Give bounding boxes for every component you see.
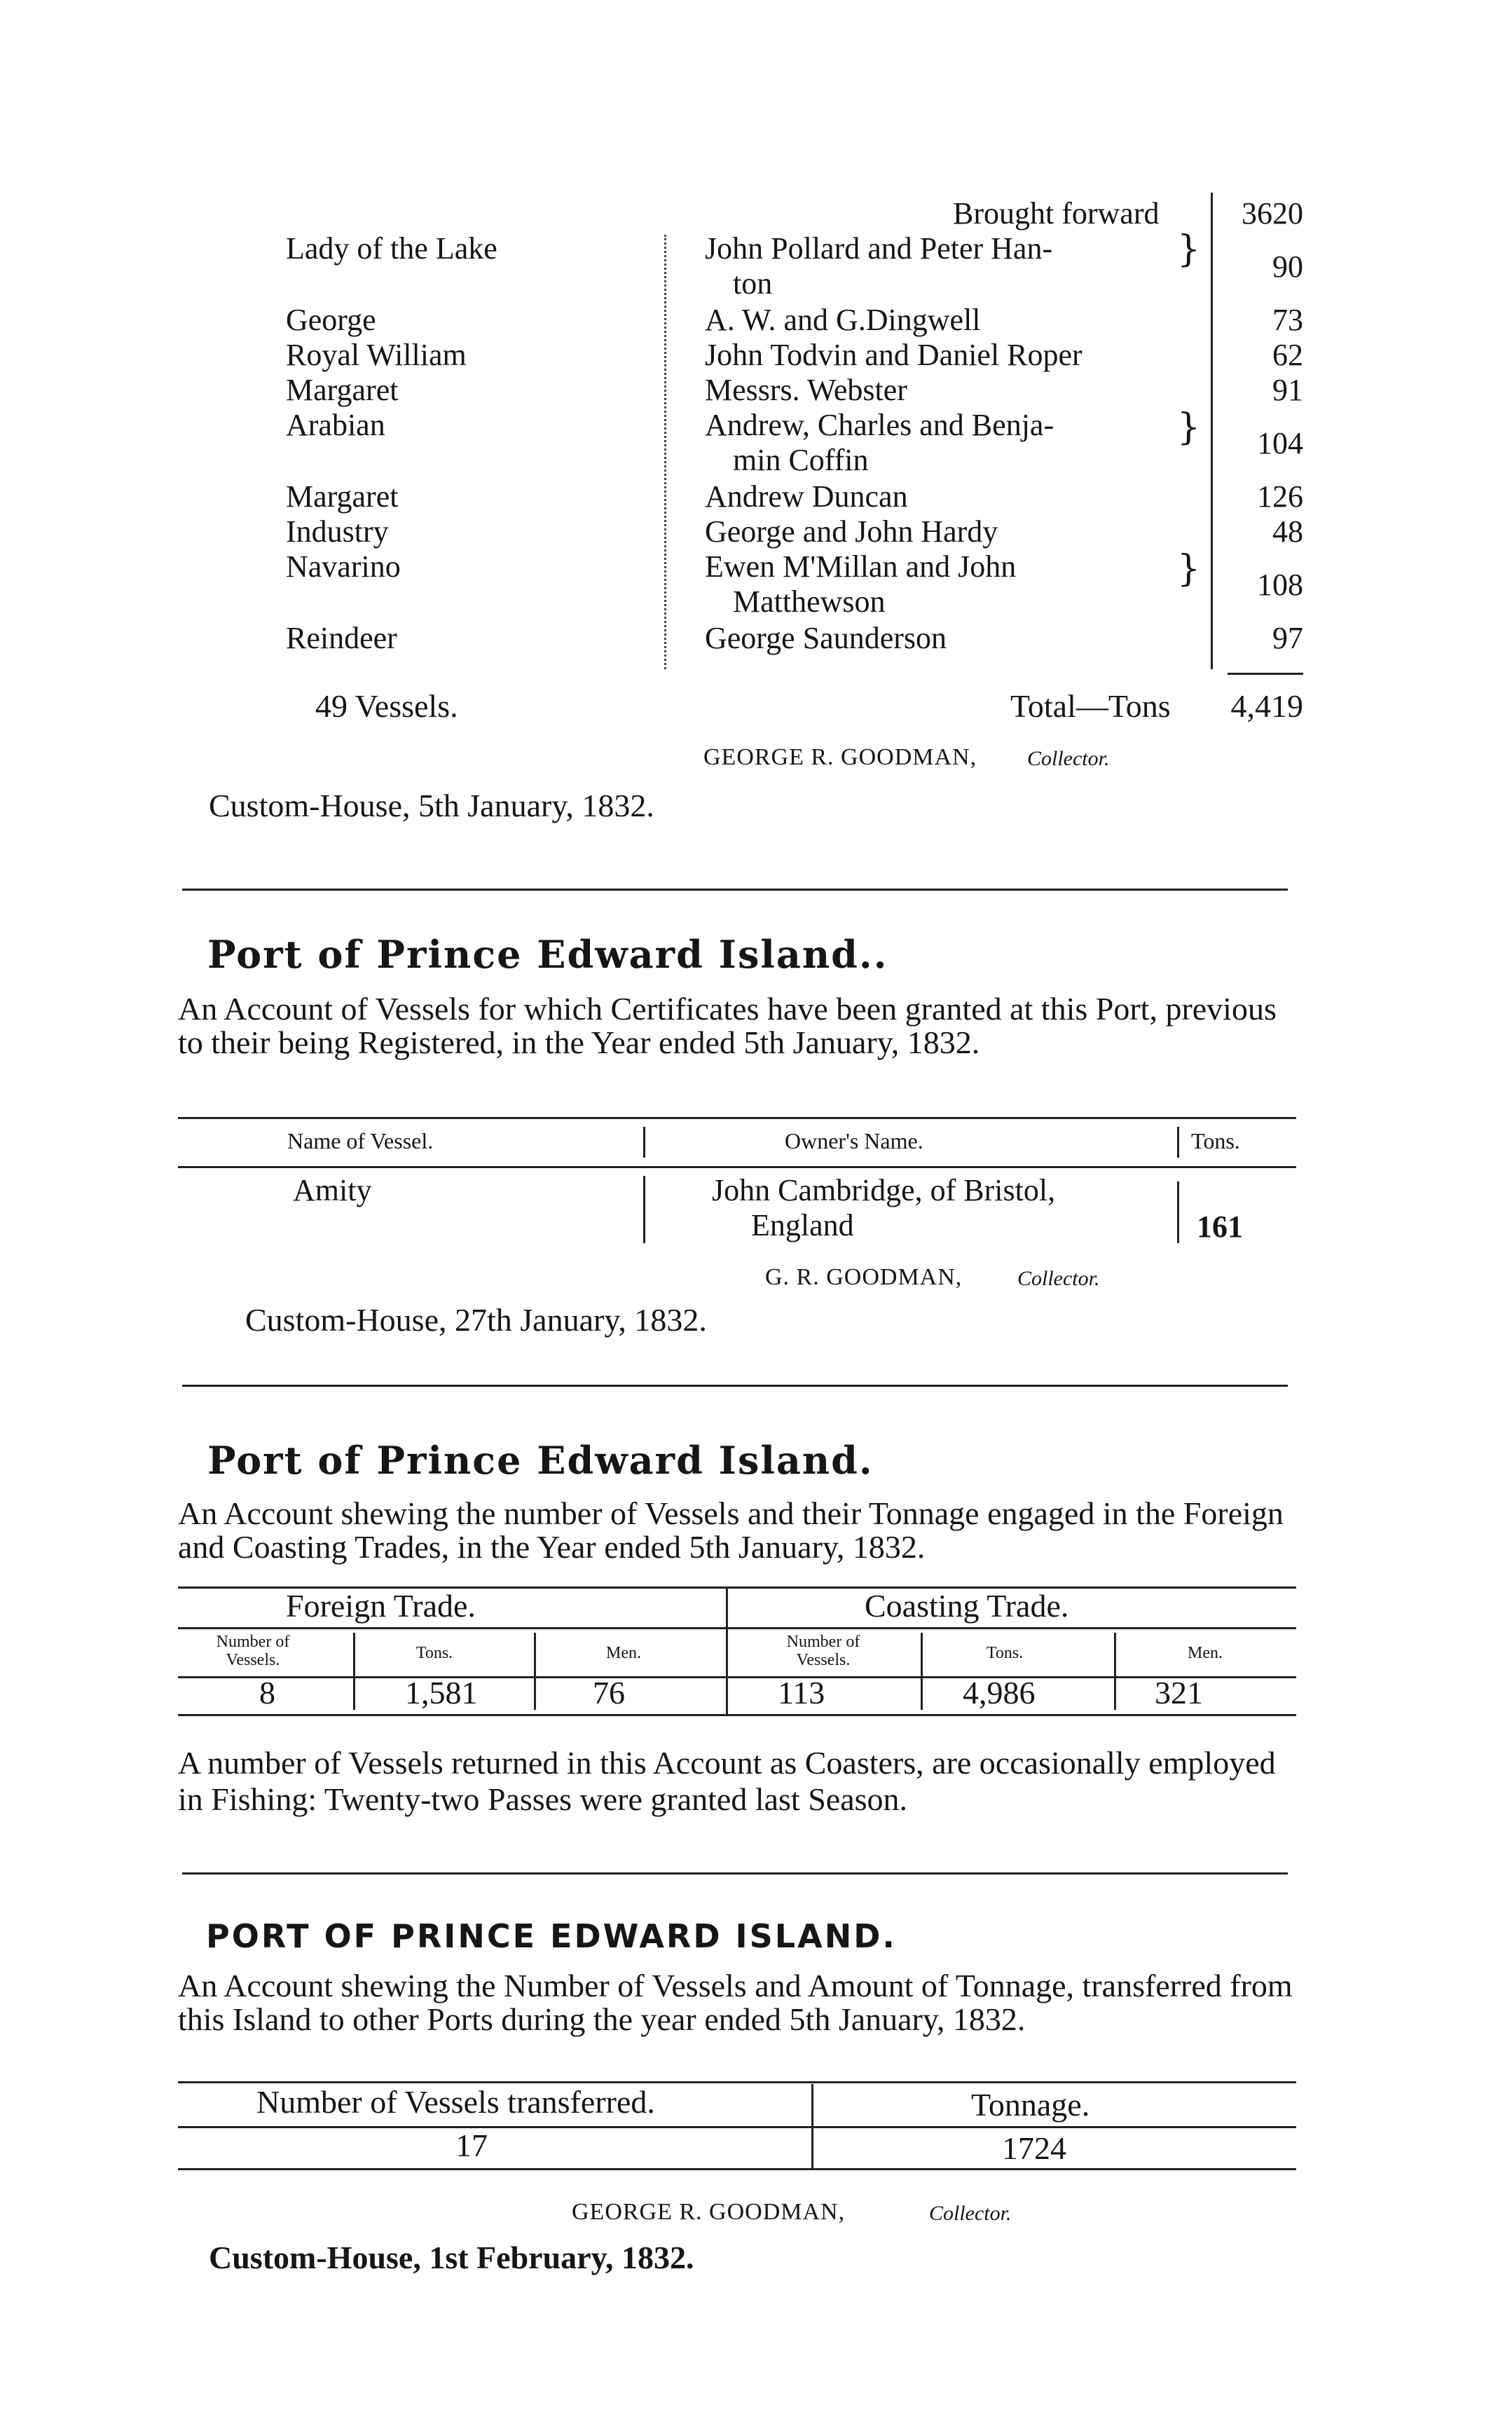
tons-column-rule [1211, 193, 1213, 669]
custom-house-date: Custom-House, 5th January, 1832. [209, 788, 654, 823]
group-header-rule [178, 1627, 1296, 1629]
section-divider [182, 889, 1288, 891]
column-divider [1114, 1633, 1116, 1710]
section-title: PORT OF PRINCE EDWARD ISLAND. [206, 1917, 897, 1955]
column-header-vessels: Number of Vessels. [786, 1633, 860, 1669]
trade-divider [726, 1588, 728, 1714]
signature-name: G. R. GOODMAN, [765, 1264, 963, 1290]
tons-value: 73 [1272, 303, 1303, 337]
column-header-tons: Tons. [415, 1644, 453, 1662]
signature-name: GEORGE R. GOODMAN, [703, 744, 977, 770]
owner-name: John Todvin and Daniel Roper [705, 338, 1083, 372]
column-divider [534, 1633, 536, 1710]
vessel-name: Navarino [286, 549, 401, 584]
table-top-rule [178, 1117, 1296, 1119]
column-header-tons: Tons. [986, 1644, 1024, 1662]
column-header-vessel: Name of Vessel. [287, 1128, 434, 1153]
column-header-men: Men. [606, 1644, 641, 1662]
section-title: Port of Prince Edward Island. [207, 1438, 874, 1483]
owner-name: Andrew, Charles and Benja- [705, 408, 1054, 442]
owner-name: John Pollard and Peter Han- [705, 231, 1053, 266]
signature-name: GEORGE R. GOODMAN, [572, 2199, 846, 2225]
coasting-tons-value: 4,986 [963, 1675, 1036, 1711]
header-divider [1177, 1127, 1179, 1158]
section-intro: An Account of Vessels for which Certificates have been granted at this Port, previous to their being Registered, in the Year ended 5th January, 1832. [178, 991, 1277, 1060]
brace-icon: } [1177, 548, 1201, 590]
column-header-vessels: Number of Vessels. [216, 1633, 290, 1669]
owner-name: George and John Hardy [705, 514, 998, 549]
vessel-name: Margaret [286, 373, 399, 407]
owner-name-cont: England [751, 1208, 854, 1242]
total-value: 4,419 [1230, 688, 1303, 724]
column-header-tons: Tons. [1191, 1128, 1240, 1153]
foreign-men-value: 76 [593, 1675, 625, 1711]
owner-column-rule [664, 235, 666, 669]
table-bottom-rule [178, 1714, 1296, 1716]
owner-name-cont: ton [733, 266, 773, 301]
signature-title: Collector. [1017, 1267, 1100, 1290]
custom-house-date: Custom-House, 27th January, 1832. [245, 1302, 707, 1338]
header-bottom-rule [178, 1166, 1296, 1168]
tons-value: 108 [1257, 568, 1303, 602]
vessel-name: Reindeer [286, 621, 397, 655]
foreign-vessels-value: 8 [259, 1675, 275, 1711]
foreign-trade-label: Foreign Trade. [286, 1588, 476, 1624]
vessels-transferred-value: 17 [455, 2127, 488, 2163]
custom-house-date: Custom-House, 1st February, 1832. [209, 2240, 694, 2275]
brace-icon: } [1177, 228, 1201, 270]
header-bottom-rule [178, 1676, 1296, 1678]
total-label: Total—Tons [1010, 688, 1171, 724]
owner-name: Ewen M'Millan and John [705, 549, 1017, 584]
signature-title: Collector. [1027, 747, 1110, 770]
foreign-tons-value: 1,581 [405, 1675, 478, 1711]
vessel-name: George [286, 303, 376, 337]
section-divider [182, 1872, 1288, 1875]
column-header-tonnage: Tonnage. [971, 2087, 1090, 2123]
coasting-men-value: 321 [1155, 1675, 1203, 1711]
row-divider [643, 1176, 645, 1243]
owner-name-cont: min Coffin [733, 443, 869, 477]
tons-value: 104 [1257, 426, 1303, 460]
table-bottom-rule [178, 2168, 1296, 2170]
table-top-rule [178, 2081, 1296, 2083]
coasting-trade-label: Coasting Trade. [865, 1588, 1069, 1624]
section-intro: An Account shewing the number of Vessels and their Tonnage engaged in the Foreign and Coasting Trades, in the Year ended 5th January, 1832. [178, 1495, 1284, 1565]
vessel-name: Lady of the Lake [286, 231, 497, 266]
trade-note: A number of Vessels returned in this Account as Coasters, are occasionally employed in Fishing: Twenty-two Passes were granted last Season. [178, 1745, 1276, 1817]
brought-forward-value: 3620 [1242, 196, 1303, 231]
tons-value: 62 [1272, 338, 1303, 372]
vessel-count: 49 Vessels. [315, 688, 458, 724]
section-intro: An Account shewing the Number of Vessels and Amount of Tonnage, transferred from this Island to other Ports during the year ended 5th January, 1832. [178, 1968, 1293, 2037]
signature-title: Collector. [929, 2202, 1012, 2225]
tons-value: 161 [1197, 1209, 1243, 1244]
brace-icon: } [1177, 406, 1201, 448]
owner-name-cont: Matthewson [733, 584, 886, 619]
coasting-vessels-value: 113 [778, 1675, 825, 1711]
tons-value: 90 [1272, 249, 1303, 284]
tons-value: 91 [1272, 373, 1303, 407]
owner-name: A. W. and G.Dingwell [705, 303, 981, 337]
section-title: Port of Prince Edward Island.. [207, 932, 888, 977]
vessel-name: Royal William [286, 338, 467, 372]
column-divider [921, 1633, 923, 1710]
brought-forward-label: Brought forward [953, 196, 1160, 231]
column-header-owner: Owner's Name. [785, 1128, 923, 1153]
tons-value: 48 [1272, 514, 1303, 549]
column-header-vessels-transferred: Number of Vessels transferred. [256, 2084, 655, 2120]
column-header-men: Men. [1188, 1644, 1223, 1662]
owner-name: John Cambridge, of Bristol, [712, 1173, 1056, 1207]
vessel-name: Arabian [286, 408, 385, 442]
section-divider [182, 1385, 1288, 1387]
owner-name: George Saunderson [705, 621, 947, 655]
tons-value: 126 [1257, 479, 1303, 514]
row-divider [1177, 1181, 1179, 1243]
header-bottom-rule [178, 2126, 1296, 2128]
tonnage-value: 1724 [1002, 2130, 1066, 2166]
owner-name: Messrs. Webster [705, 373, 907, 407]
vessel-name: Industry [286, 514, 389, 549]
header-divider [643, 1127, 645, 1158]
column-divider [353, 1633, 355, 1710]
vessel-name: Margaret [286, 479, 399, 514]
total-rule [1228, 673, 1303, 675]
tons-value: 97 [1272, 621, 1303, 655]
vessel-name: Amity [293, 1173, 372, 1207]
owner-name: Andrew Duncan [705, 479, 908, 514]
